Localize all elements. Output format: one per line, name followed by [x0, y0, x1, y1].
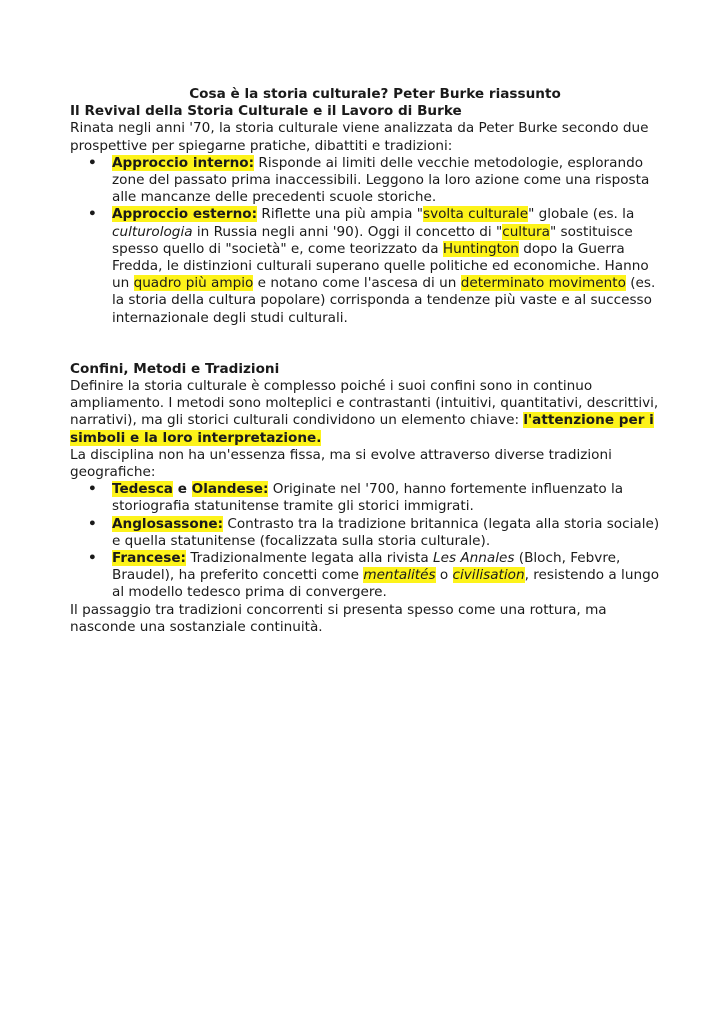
section1-heading: Il Revival della Storia Culturale e il Lavoro di Burke	[70, 103, 462, 120]
section2-heading: Confini, Metodi e Tradizioni	[70, 360, 280, 377]
bullet-text: Contrasto tra la tradizione britannica (legata alla storia sociale) e quella statunitense (focalizzata sulla storia culturale).	[112, 515, 660, 549]
closing-paragraph: Il passaggio tra tradizioni concorrenti si presenta spesso come una rottura, ma nasconde una sostanziale continuità.	[70, 601, 607, 635]
bullet-label: Anglosassone:	[112, 515, 224, 532]
bullet-text: Originate nel '700, hanno fortemente influenzato la storiografia statunitense tramite gli storici immigrati.	[112, 481, 624, 515]
section-spacer	[70, 327, 660, 361]
bullet-text: e notano come l'ascesa di un	[253, 275, 461, 292]
section2-paragraph	[70, 378, 660, 447]
bullet-text: o	[435, 567, 453, 584]
bullet-text: Risponde ai limiti delle vecchie metodologie, esplorando zone del passato prima inaccessibili. Leggono la loro azione come una risposta alle mancanze delle precedenti scuole storiche.	[112, 154, 650, 206]
bullet-icon: •	[88, 550, 97, 567]
italic-term: culturologia	[112, 223, 193, 240]
document-title: Cosa è la storia culturale? Peter Burke riassunto	[189, 86, 561, 102]
paragraph-text: Definire la storia culturale è complesso poiché i suoi confini sono in continuo ampliamento. I metodi sono molteplici e contrastanti (intuitivi, quantitativi, descrittivi, narrativi), ma gli storici culturali condividono un elemento chiave:	[70, 378, 659, 429]
key-statement: l'attenzione per i simboli e la loro interpretazione.	[70, 412, 654, 446]
list-item	[88, 206, 660, 326]
bullet-label: Francese:	[112, 550, 186, 567]
section1-bullet-list	[70, 155, 660, 327]
highlight-term: determinato movimento	[460, 275, 626, 292]
bullet-connector: e	[172, 481, 192, 498]
bullet-icon: •	[88, 206, 97, 223]
bullet-icon: •	[88, 481, 97, 498]
list-item	[88, 515, 660, 550]
bullet-icon: •	[88, 154, 97, 171]
bullet-icon: •	[88, 515, 97, 532]
bullet-text: (es. la storia della cultura popolare) corrisponda a tendenze più vaste e al successo internazionale degli studi culturali.	[112, 275, 656, 326]
bullet-text: Riflette una più ampia "	[257, 206, 423, 223]
highlight-term: cultura	[502, 223, 550, 240]
highlight-term: civilisation	[452, 567, 525, 584]
bullet-label: Olandese:	[191, 481, 269, 498]
highlight-term: Huntington	[442, 240, 519, 257]
section1-intro: Rinata negli anni '70, la storia culturale viene analizzata da Peter Burke secondo due prospettive per spiegarne pratiche, dibattiti e tradizioni:	[70, 120, 649, 154]
section2-bullet-list	[70, 481, 660, 601]
italic-term: Les Annales	[433, 550, 515, 567]
bullet-label: Approccio esterno:	[112, 206, 258, 223]
highlight-term: quadro più ampio	[133, 275, 254, 292]
highlight-term: mentalités	[363, 567, 436, 584]
bullet-text: in Russia negli anni '90). Oggi il concetto di "	[192, 223, 503, 240]
bullet-text: , resistendo a lungo al modello tedesco prima di convergere.	[112, 567, 660, 601]
bullet-text: (Bloch, Febvre, Braudel), ha preferito concetti come	[112, 550, 621, 584]
document-body	[70, 86, 660, 636]
highlight-term: svolta culturale	[422, 206, 529, 223]
bullet-label: Approccio interno:	[112, 154, 255, 171]
bullet-label: Tedesca	[112, 481, 173, 498]
bullet-text: " sostituisce spesso quello di "società" e, come teorizzato da	[112, 223, 633, 257]
section2-paragraph-2: La disciplina non ha un'essenza fissa, ma si evolve attraverso diverse tradizioni geografiche:	[70, 446, 612, 481]
bullet-text: Tradizionalmente legata alla rivista	[186, 550, 434, 567]
list-item	[88, 154, 660, 207]
list-item	[88, 481, 660, 515]
bullet-text: " globale (es. la	[528, 206, 635, 223]
bullet-text: dopo la Guerra Fredda, le distinzioni culturali superano quelle politiche ed economiche. Hanno un	[112, 240, 649, 292]
list-item	[88, 550, 660, 602]
